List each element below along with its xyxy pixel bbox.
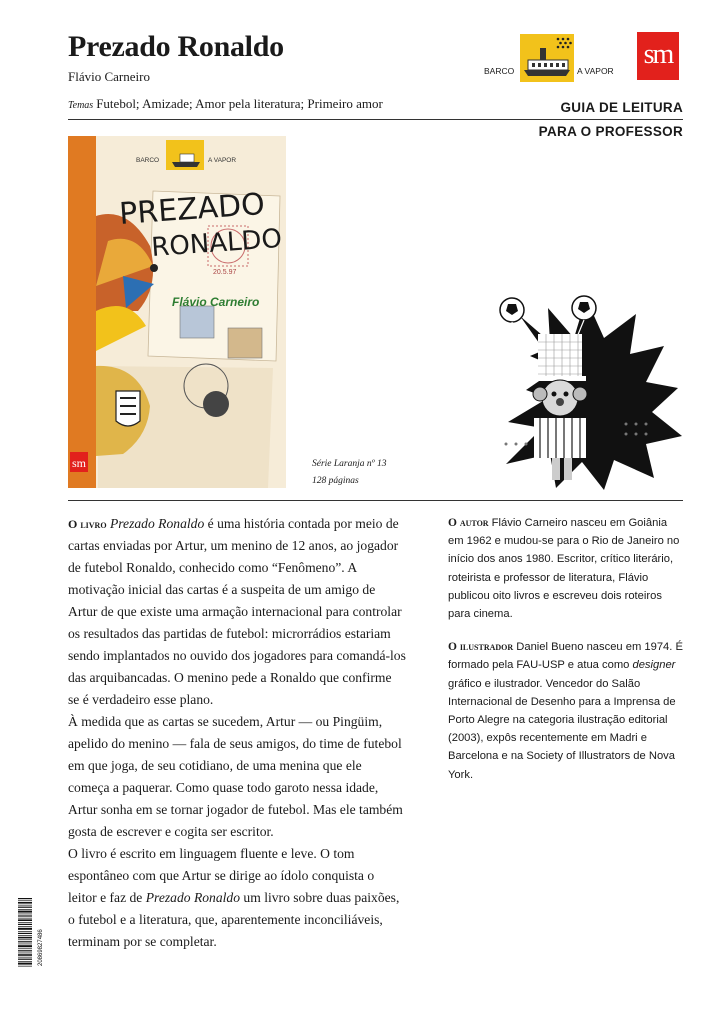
sm-logo: sm	[637, 32, 679, 80]
credits-column	[448, 514, 684, 784]
author-bio-text: Flávio Carneiro nasceu em Goiânia em 1962 e mudou-se para o Rio de Janeiro no início dos anos 1980. Escritor, crítico literário, roteirista e professor de literatura, Flávio publicou oito livros e escreveu dois roteiros para cinema.	[448, 517, 680, 621]
book-author: Flávio Carneiro	[68, 69, 150, 84]
author-label: O autor	[448, 517, 489, 529]
barco-a-vapor-logo	[484, 34, 620, 84]
guide-title-line2: PARA O PROFESSOR	[538, 124, 683, 139]
cover-barco: BARCO	[136, 157, 160, 164]
illustrator-bio	[448, 638, 684, 784]
paragraph-1-text: é uma história contada por meio de cartas enviadas por Artur, um menino de 12 anos, ao jogador de futebol Ronaldo, conhecido como “Fenômeno”. A motivação inicial das cartas é a suspeita de um amigo de Artur de que existe uma armação internacional para controlar os resultados das partidas de futebol: microrrádios estariam sendo implantados no ouvido dos jogadores para comandá-los das arquibancadas. O menino pede a Ronaldo que confirme se é verdadeiro esse plano.	[68, 516, 406, 707]
illustrator-bio-designer: designer	[632, 659, 676, 672]
book-description	[68, 513, 406, 953]
book-title-ref: Prezado Ronaldo	[109, 516, 205, 531]
book-cover	[68, 136, 286, 488]
author-bio	[448, 514, 684, 623]
series-number: Série Laranja nº 13	[312, 459, 387, 469]
cover-title-line1: PREZADO	[118, 186, 266, 232]
themes-line	[68, 96, 383, 112]
a-vapor-label: A VAPOR	[577, 66, 614, 76]
barcode	[18, 898, 46, 968]
book-series-info	[312, 456, 386, 490]
paragraph-3-start: O livro é escrito em linguagem fluente e leve. O tom espontâneo com que Artur se dirige ao ídolo conquista o leitor e faz de	[68, 846, 375, 905]
themes-label: Temas	[68, 100, 94, 111]
paragraph-3-title: Prezado Ronaldo	[145, 890, 241, 905]
illustrator-bio-text-2: gráfico e ilustrador. Vencedor do Salão Internacional de Desenho para a Imprensa de Porto Alegre na categoria ilustração editorial (2003), expôs recentemente em Madri e Barcelona e na Society of Illustrators de Nova York.	[448, 677, 676, 781]
cover-author: Flávio Carneiro	[172, 295, 260, 309]
cover-a-vapor: A VAPOR	[208, 157, 237, 164]
illustrator-bio-text-1: Daniel Bueno nasceu em 1974. É formado pela FAU-USP e atua como	[448, 641, 683, 672]
top-divider	[68, 119, 683, 120]
clown-illustration	[486, 294, 686, 490]
barco-label: BARCO	[484, 66, 515, 76]
cover-title-line2: RONALDO	[150, 223, 283, 263]
page-title: Prezado Ronaldo	[68, 30, 284, 63]
description-paragraph-3	[68, 843, 406, 953]
steamboat-icon	[520, 34, 574, 82]
illustrator-label: O ilustrador	[448, 641, 514, 654]
cover-stamp-date: 20.5.97	[213, 269, 237, 276]
cover-spine-stripe	[68, 136, 96, 488]
description-paragraph-1	[68, 513, 406, 711]
page-count: 128 páginas	[312, 476, 359, 486]
description-paragraph-2: À medida que as cartas se sucedem, Artur — ou Pingüim, apelido do menino — fala de seus amigos, do time de futebol em que joga, de seu cotidiano, de uma menina que ele começa a paquerar. Como quase todo garoto nessa idade, Artur sonha em se tornar jogador de futebol. Mas ele também gosta de escrever e cogita ser escritor.	[68, 714, 403, 839]
guide-title-line1: GUIA DE LEITURA	[560, 100, 683, 115]
barcode-number: 20869827486	[38, 929, 44, 966]
cover-sm: sm	[72, 456, 87, 470]
themes-list: Futebol; Amizade; Amor pela literatura; Primeiro amor	[96, 96, 383, 111]
middle-divider	[68, 500, 683, 501]
lead-label: O livro	[68, 517, 107, 531]
paragraph-3-end: um livro sobre duas paixões, o futebol e a literatura, que, aparentemente inconciliáveis, terminam por se completar.	[68, 890, 400, 949]
